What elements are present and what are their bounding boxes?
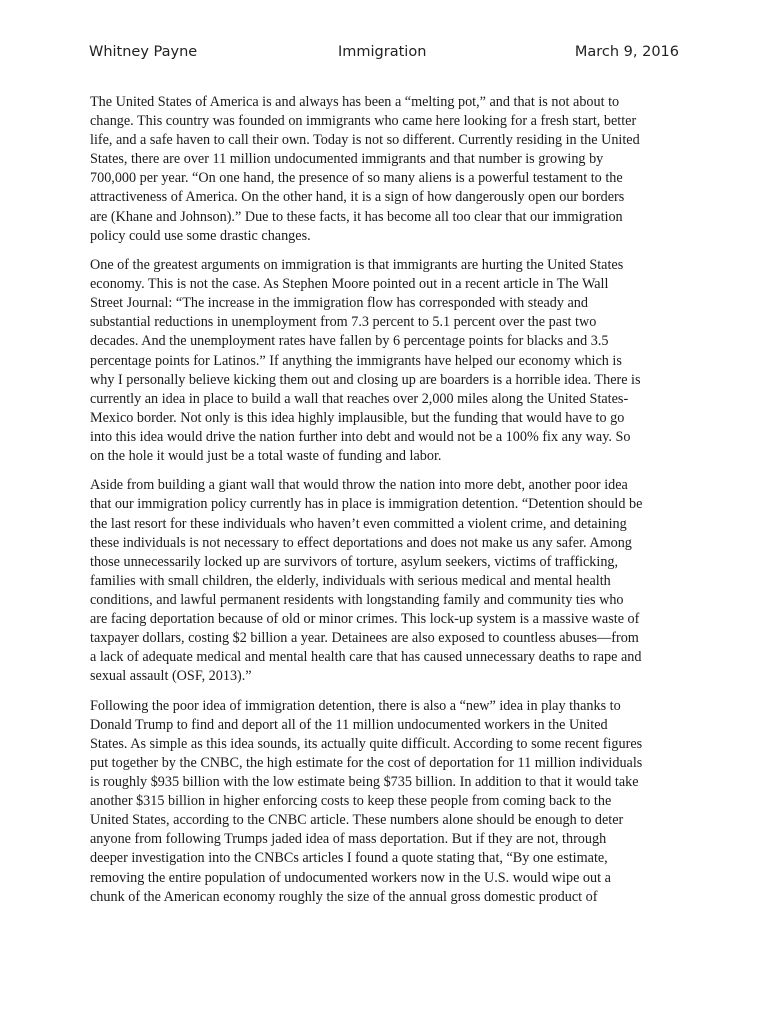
essay-body [90, 93, 678, 917]
text-line: another $315 billion in higher enforcing costs to keep these people from coming back to the [90, 793, 612, 810]
text-line: a lack of adequate medical and mental health care that has caused unnecessary deaths to rape and [90, 649, 642, 666]
text-line: chunk of the American economy roughly the size of the annual gross domestic product of [90, 888, 598, 905]
text-line: Mexico border. Not only is this idea highly implausible, but the funding that would have to go [90, 409, 625, 426]
text-line: States. As simple as this idea sounds, its actually quite difficult. According to some recent figures [90, 735, 643, 752]
text-line: taxpayer dollars, costing $2 billion a year. Detainees are also exposed to countless abuses—from [90, 630, 639, 647]
text-line: deeper investigation into the CNBCs articles I found a quote stating that, “By one estimate, [90, 850, 608, 867]
text-line: is roughly $935 billion with the low estimate being $735 billion. In addition to that it would take [90, 774, 639, 791]
text-line: life, and a safe haven to call their own. Today is not so different. Currently residing in the United [90, 132, 640, 149]
text-line: put together by the CNBC, the high estimate for the cost of deportation for 11 million individuals [90, 754, 643, 771]
text-line: currently an idea in place to build a wall that reaches over 2,000 miles along the United States- [90, 390, 629, 407]
text-line: decades. And the unemployment rates have fallen by 6 percentage points for blacks and 3.5 [90, 333, 609, 350]
text-line: percentage points for Latinos.” If anything the immigrants have helped our economy which is [90, 352, 622, 369]
text-line: Following the poor idea of immigration detention, there is also a “new” idea in play thanks to [90, 697, 621, 714]
text-line: attractiveness of America. On the other hand, it is a sign of how dangerously open our borders [90, 189, 625, 206]
paragraph [90, 697, 678, 907]
text-line: Donald Trump to find and deport all of the 11 million undocumented workers in the United [90, 716, 608, 733]
text-line: families with small children, the elderly, individuals with serious medical and mental health [90, 572, 611, 589]
text-line: on the hole it would just be a total waste of funding and labor. [90, 447, 442, 464]
text-line: the last resort for these individuals who haven’t even committed a violent crime, and detaining [90, 515, 627, 532]
text-line: why I personally believe kicking them out and closing up are boarders is a horrible idea. There is [90, 371, 641, 388]
text-line: substantial reductions in unemployment from 7.3 percent to 5.1 percent over the past two [90, 314, 597, 331]
text-line: 700,000 per year. “On one hand, the presence of so many aliens is a powerful testament to the [90, 170, 623, 187]
text-line: One of the greatest arguments on immigration is that immigrants are hurting the United States [90, 257, 624, 274]
text-line: are facing deportation because of old or minor crimes. This lock-up system is a massive waste of [90, 611, 640, 628]
text-line: Aside from building a giant wall that would throw the nation into more debt, another poor idea [90, 477, 628, 494]
text-line: change. This country was founded on immigrants who came here looking for a fresh start, better [90, 113, 637, 130]
text-line: States, there are over 11 million undocumented immigrants and that number is growing by [90, 151, 604, 168]
text-line: The United States of America is and always has been a “melting pot,” and that is not about to [90, 94, 620, 110]
text-line: those unnecessarily locked up are survivors of torture, asylum seekers, victims of trafficking, [90, 553, 619, 570]
text-line: are (Khane and Johnson).” Due to these facts, it has become all too clear that our immigration [90, 208, 623, 225]
text-line: policy could use some drastic changes. [90, 227, 311, 244]
text-line: United States, according to the CNBC article. These numbers alone should be enough to deter [90, 812, 624, 829]
text-line: economy. This is not the case. As Stephen Moore pointed out in a recent article in The Wall [90, 276, 609, 293]
text-line: sexual assault (OSF, 2013).” [90, 668, 252, 685]
header-date: March 9, 2016 [574, 44, 679, 60]
text-line: anyone from following Trumps jaded idea of mass deportation. But if they are not, through [90, 831, 607, 848]
header-author: Whitney Payne [89, 44, 198, 60]
text-line: these individuals is not necessary to effect deportations and does not make us any safer. Among [90, 534, 632, 551]
text-line: removing the entire population of undocumented workers now in the U.S. would wipe out a [90, 869, 611, 886]
text-line: Street Journal: “The increase in the immigration flow has corresponded with steady and [90, 295, 588, 312]
text-line: that our immigration policy currently has in place is immigration detention. “Detention should be [90, 496, 643, 513]
page-header [89, 44, 679, 66]
text-line: into this idea would drive the nation further into debt and would not be a 100% fix any way. So [90, 428, 631, 445]
paragraph [90, 256, 678, 466]
text-line: conditions, and lawful permanent residents with longstanding family and community ties who [90, 591, 624, 608]
paragraph [90, 476, 678, 686]
paragraph [90, 93, 678, 246]
header-title: Immigration [338, 44, 427, 60]
